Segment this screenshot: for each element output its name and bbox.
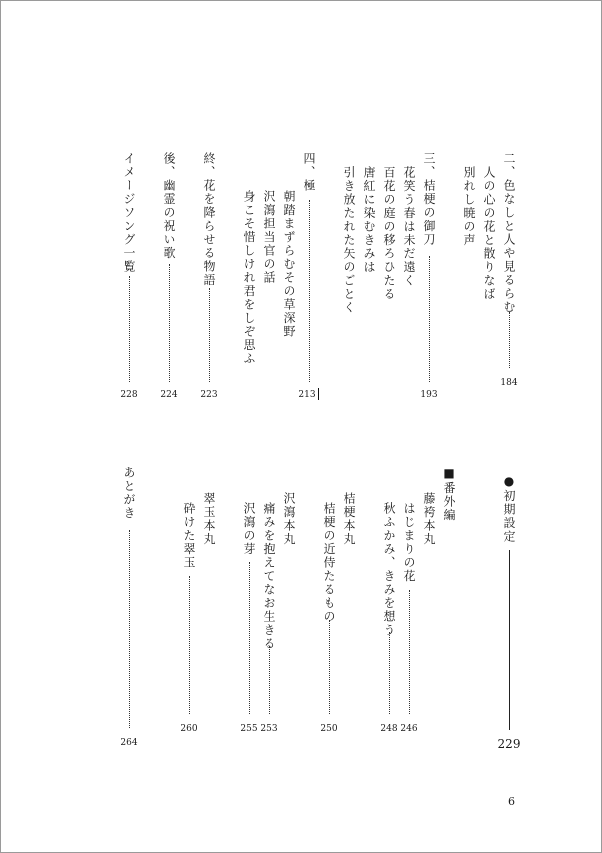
toc-kikyo-sub1[interactable]: 桔梗の近侍たるもの <box>322 502 336 624</box>
toc-fujibakama-sub1-leader <box>409 590 412 714</box>
toc-ch2-title[interactable]: 二、色なしと人や見るらむ <box>502 152 516 314</box>
toc-fujibakama-sub2-page[interactable]: 248 <box>380 724 398 734</box>
toc-ch4-page[interactable]: 213 <box>298 390 316 400</box>
toc-kikyo-sub1-leader <box>329 620 332 714</box>
toc-ch3-sub1[interactable]: 花笑う春は未だ遠く <box>402 166 416 288</box>
toc-image-song-page[interactable]: 228 <box>120 390 138 400</box>
toc-ch4-sub3[interactable]: 身こそ惜しけれ君をしぞ思ふ <box>242 190 256 366</box>
toc-fujibakama-sub2[interactable]: 秋ふかみ、きみを想う <box>382 502 396 637</box>
page-number: 6 <box>508 795 515 808</box>
toc-after-leader <box>169 264 172 382</box>
toc-image-song-leader <box>129 276 132 382</box>
toc-fujibakama-title[interactable]: 藤袴本丸 <box>422 492 436 546</box>
toc-ch4-title[interactable]: 四、極 <box>302 152 316 193</box>
toc-suigyoku-sub1[interactable]: 砕けた翠玉 <box>182 502 196 570</box>
toc-ch4-sub2[interactable]: 沢瀉担当官の話 <box>262 190 276 285</box>
toc-atogaki-title[interactable]: あとがき <box>122 466 136 520</box>
toc-ch3-title[interactable]: 三、桔梗の御刀 <box>422 152 436 247</box>
toc-suigyoku-title[interactable]: 翠玉本丸 <box>202 492 216 546</box>
toc-initial-settings-page[interactable]: 229 <box>497 737 521 751</box>
toc-omodaka-title[interactable]: 沢瀉本丸 <box>282 492 296 546</box>
toc-atogaki-leader <box>129 530 132 728</box>
toc-suigyoku-sub1-page[interactable]: 260 <box>180 724 198 734</box>
toc-omodaka-sub1-page[interactable]: 253 <box>260 724 278 734</box>
toc-ch3-sub4[interactable]: 引き放たれた矢のごとく <box>342 166 356 315</box>
toc-ch3-sub3[interactable]: 唐紅に染むきみは <box>362 166 376 274</box>
toc-suigyoku-sub1-leader <box>189 576 192 714</box>
toc-ch2-sub2[interactable]: 別れし暁の声 <box>462 166 476 247</box>
toc-fujibakama-sub1[interactable]: はじまりの花 <box>402 502 416 583</box>
toc-fin-leader <box>209 288 212 382</box>
toc-initial-settings-rule <box>509 550 510 730</box>
toc-kikyo-sub1-page[interactable]: 250 <box>320 724 338 734</box>
toc-ch4-sub1[interactable]: 朝踏まずらむその草深野 <box>282 190 296 339</box>
toc-omodaka-sub1-leader <box>269 646 272 714</box>
toc-omodaka-sub2[interactable]: 沢瀉の芽 <box>242 502 256 556</box>
toc-ch2-leader <box>509 312 512 368</box>
toc-ch2-sub1[interactable]: 人の心の花と散りなば <box>482 166 496 301</box>
toc-initial-settings-title[interactable]: ●初期設定 <box>502 474 516 544</box>
toc-fujibakama-sub1-page[interactable]: 246 <box>400 724 418 734</box>
toc-after-page[interactable]: 224 <box>160 390 178 400</box>
toc-ch3-sub2[interactable]: 百花の庭の移ろひたる <box>382 166 396 301</box>
toc-omodaka-sub2-leader <box>249 562 252 714</box>
toc-atogaki-page[interactable]: 264 <box>120 738 138 748</box>
toc-ch4-leader <box>309 200 312 382</box>
toc-omodaka-sub1[interactable]: 痛みを抱えてなお生きる <box>262 502 276 651</box>
toc-fujibakama-sub2-leader <box>389 632 392 714</box>
toc-bangai-heading: ■番外編 <box>442 466 456 522</box>
toc-kikyo-title[interactable]: 桔梗本丸 <box>342 492 356 546</box>
toc-after-title[interactable]: 後、幽霊の祝い歌 <box>162 152 176 260</box>
toc-ch3-page[interactable]: 193 <box>420 390 438 400</box>
text-cursor <box>318 388 319 400</box>
toc-image-song-title[interactable]: イメージソング一覧 <box>122 152 136 274</box>
toc-omodaka-sub2-page[interactable]: 255 <box>240 724 258 734</box>
toc-fin-title[interactable]: 終、花を降らせる物語 <box>202 152 216 287</box>
toc-fin-page[interactable]: 223 <box>200 390 218 400</box>
toc-ch3-leader <box>429 256 432 382</box>
toc-ch2-page[interactable]: 184 <box>500 378 518 388</box>
